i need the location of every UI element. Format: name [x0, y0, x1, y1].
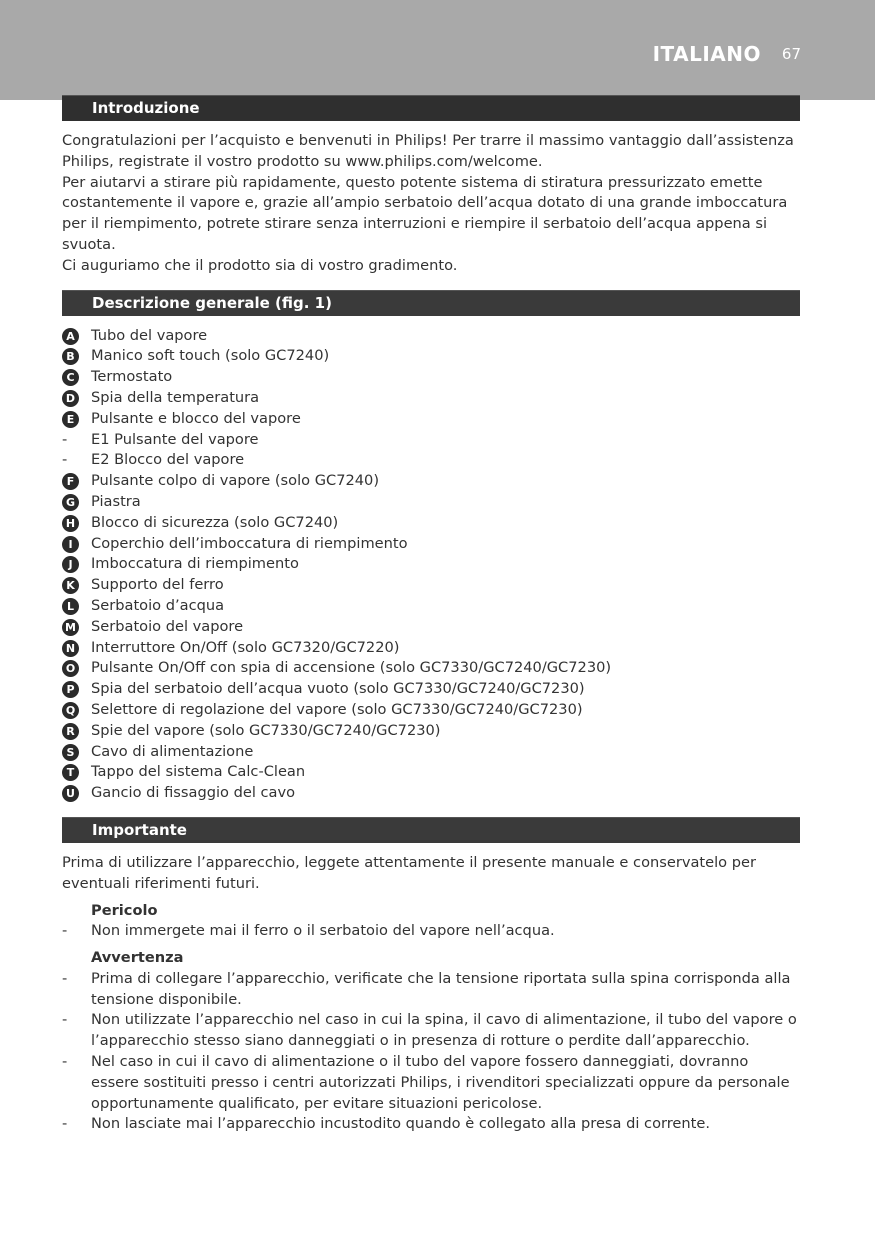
list-item-text: Tubo del vapore: [91, 326, 208, 344]
letter-badge: I: [62, 536, 79, 553]
danger-heading: Pericolo: [91, 901, 158, 919]
list-item-text: Imboccatura di riempimento: [91, 555, 299, 573]
list-item-text: Spie del vapore (solo GC7330/GC7240/GC7230): [91, 721, 441, 739]
letter-badge: P: [62, 681, 79, 698]
list-item: [62, 969, 800, 1011]
intro-paragraph: Per aiutarvi a stirare più rapidamente, questo potente sistema di stiratura pressurizzato emette costantemente il vapore e, grazie all’ampio serbatoio dell’acqua dotato di una grande imboccatura per il riempimento, potrete stirare senza interruzioni e riempire il serbatoio dell’acqua appena si svuota.: [62, 173, 788, 253]
list-item: [62, 430, 800, 451]
list-item: [62, 1114, 800, 1135]
letter-badge: L: [62, 598, 79, 615]
list-item-text: Termostato: [91, 368, 173, 386]
letter-badge: H: [62, 515, 79, 532]
page-content: [62, 95, 800, 1135]
list-item: [62, 762, 800, 783]
dash-marker: -: [62, 451, 68, 469]
list-item-text: Blocco di sicurezza (solo GC7240): [91, 513, 339, 531]
dash-marker: -: [62, 922, 68, 940]
list-item-text: Cavo di alimentazione: [91, 742, 254, 760]
language-label: ITALIANO: [652, 42, 761, 66]
list-item: [62, 1010, 800, 1052]
list-item: [62, 326, 800, 347]
list-item-text: Interruttore On/Off (solo GC7320/GC7220): [91, 638, 400, 656]
list-item-text: Pulsante e blocco del vapore: [91, 409, 301, 427]
section-title-intro: Introduzione: [62, 95, 800, 121]
warning-heading: Avvertenza: [91, 949, 184, 967]
list-item: [62, 658, 800, 679]
list-item: [62, 346, 800, 367]
list-item-text: Coperchio dell’imboccatura di riempimento: [91, 534, 408, 552]
list-item: [62, 409, 800, 430]
intro-paragraph: Ci auguriamo che il prodotto sia di vostro gradimento.: [62, 256, 458, 274]
list-item: [62, 492, 800, 513]
letter-badge: S: [62, 744, 79, 761]
letter-badge: K: [62, 577, 79, 594]
list-item-text: Pulsante colpo di vapore (solo GC7240): [91, 472, 380, 490]
list-item-text: Non utilizzate l’apparecchio nel caso in cui la spina, il cavo di alimentazione, il tubo del vapore o l’apparecchio stesso siano danneggiati o in presenza di rotture o perdite dall’apparecchio.: [91, 1011, 797, 1050]
section-title-description: Descrizione generale (fig. 1): [62, 290, 800, 316]
dash-marker: -: [62, 1115, 68, 1133]
dash-marker: -: [62, 1011, 68, 1029]
list-item-text: E1 Pulsante del vapore: [91, 430, 259, 448]
description-list: [62, 326, 800, 804]
list-item: [62, 471, 800, 492]
dash-marker: -: [62, 1053, 68, 1071]
letter-badge: D: [62, 390, 79, 407]
letter-badge: U: [62, 785, 79, 802]
list-item: [62, 554, 800, 575]
list-item-text: Serbatoio del vapore: [91, 617, 244, 635]
list-item-text: Spia del serbatoio dell’acqua vuoto (solo GC7330/GC7240/GC7230): [91, 680, 585, 698]
list-item-text: Prima di collegare l’apparecchio, verificate che la tensione riportata sulla spina corrisponda alla tensione disponibile.: [91, 969, 791, 1008]
list-item-text: Supporto del ferro: [91, 576, 224, 594]
list-item-text: Serbatoio d’acqua: [91, 596, 225, 614]
list-item: [62, 367, 800, 388]
list-item: [62, 450, 800, 471]
list-item-text: Piastra: [91, 492, 141, 510]
warning-list: [62, 969, 800, 1135]
list-item: [62, 700, 800, 721]
letter-badge: O: [62, 660, 79, 677]
list-item: [62, 638, 800, 659]
list-item: [62, 742, 800, 763]
list-item-text: Selettore di regolazione del vapore (solo GC7330/GC7240/GC7230): [91, 700, 583, 718]
list-item-text: Spia della temperatura: [91, 388, 260, 406]
list-item: [62, 388, 800, 409]
list-item-text: Non immergete mai il ferro o il serbatoio del vapore nell’acqua.: [91, 922, 555, 940]
list-item: [62, 575, 800, 596]
letter-badge: J: [62, 556, 79, 573]
list-item: [62, 534, 800, 555]
list-item: [62, 783, 800, 804]
list-item: [62, 721, 800, 742]
danger-list: [62, 921, 800, 942]
list-item: [62, 596, 800, 617]
dash-marker: -: [62, 430, 68, 448]
letter-badge: T: [62, 764, 79, 781]
intro-paragraph: Congratulazioni per l’acquisto e benvenuti in Philips! Per trarre il massimo vantaggio dall’assistenza Philips, registrate il vostro prodotto su www.philips.com/welcome.: [62, 132, 794, 170]
list-item: [62, 921, 800, 942]
list-item-text: Non lasciate mai l’apparecchio incustodito quando è collegato alla presa di corrente.: [91, 1115, 711, 1133]
list-item-text: Manico soft touch (solo GC7240): [91, 347, 330, 365]
page-number: 67: [781, 45, 801, 63]
list-item-text: Gancio di fissaggio del cavo: [91, 784, 296, 802]
list-item-text: Tappo del sistema Calc-Clean: [91, 763, 306, 781]
letter-badge: M: [62, 619, 79, 636]
letter-badge: C: [62, 369, 79, 386]
list-item-text: Nel caso in cui il cavo di alimentazione o il tubo del vapore fossero danneggiati, dovranno essere sostituiti presso i centri autorizzati Philips, i rivenditori specializzati oppure da personale opportunamente qualificato, per evitare situazioni pericolose.: [91, 1053, 790, 1112]
list-item-text: Pulsante On/Off con spia di accensione (solo GC7330/GC7240/GC7230): [91, 659, 612, 677]
dash-marker: -: [62, 969, 68, 987]
letter-badge: G: [62, 494, 79, 511]
letter-badge: A: [62, 328, 79, 345]
letter-badge: E: [62, 411, 79, 428]
letter-badge: R: [62, 723, 79, 740]
section-title-important: Importante: [62, 817, 800, 843]
list-item-text: E2 Blocco del vapore: [91, 451, 245, 469]
letter-badge: N: [62, 640, 79, 657]
letter-badge: B: [62, 348, 79, 365]
important-intro: Prima di utilizzare l’apparecchio, leggete attentamente il presente manuale e conservatelo per eventuali riferimenti futuri.: [62, 853, 756, 892]
list-item: [62, 679, 800, 700]
list-item: [62, 617, 800, 638]
letter-badge: Q: [62, 702, 79, 719]
list-item: [62, 513, 800, 534]
list-item: [62, 1052, 800, 1114]
letter-badge: F: [62, 473, 79, 490]
